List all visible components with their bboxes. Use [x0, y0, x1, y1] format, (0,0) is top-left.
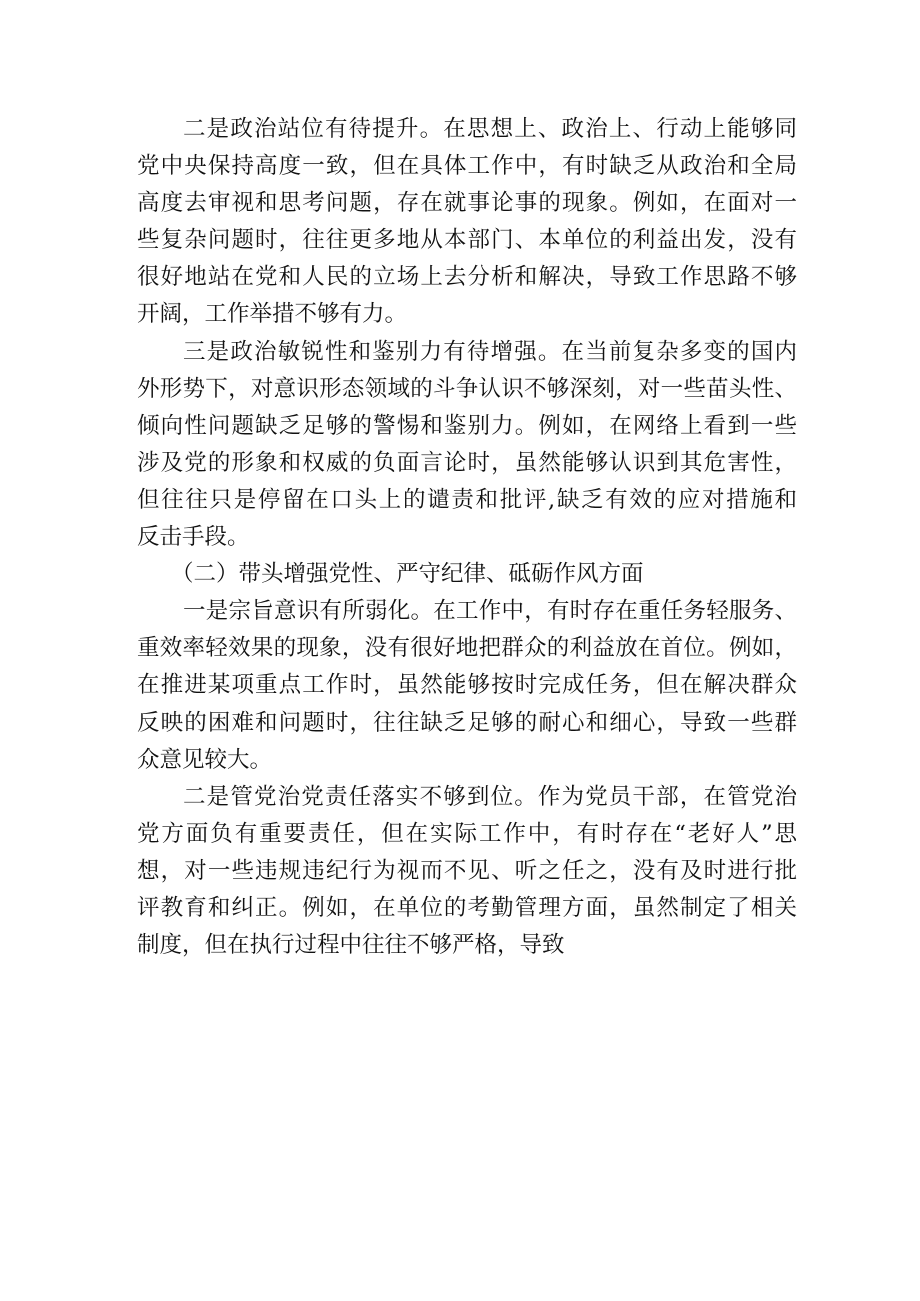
text-line: 在推进某项重点工作时，虽然能够按时完成任务，但在解决群众 [137, 672, 797, 699]
text-line: 党中央保持高度一致，但在具体工作中，有时缺乏从政治和全局 [137, 153, 797, 180]
text-line: 一是宗旨意识有所弱化。在工作中，有时存在重任务轻服务、 [183, 598, 797, 625]
paragraph-political-stance [137, 111, 797, 334]
section-heading [137, 556, 797, 593]
text-line: 涉及党的形象和权威的负面言论时，虽然能够认识到其危害性， [137, 449, 797, 476]
text-line: 些复杂问题时，往往更多地从本部门、本单位的利益出发，没有 [137, 227, 797, 254]
text-line: 反击手段。 [137, 524, 250, 551]
section-heading-text: （二）带头增强党性、严守纪律、砥砺作风方面 [171, 561, 644, 588]
text-line: 很好地站在党和人民的立场上去分析和解决，导致工作思路不够 [137, 264, 797, 291]
text-line: 外形势下，对意识形态领域的斗争认识不够深刻，对一些苗头性、 [137, 375, 797, 402]
text-line: 反映的困难和问题时，往往缺乏足够的耐心和细心，导致一些群 [137, 709, 797, 736]
text-line: 倾向性问题缺乏足够的警惕和鉴别力。例如，在网络上看到一些 [137, 412, 797, 439]
text-line: 党方面负有重要责任，但在实际工作中，有时存在“老好人”思 [137, 820, 797, 847]
text-line: 评教育和纠正。例如，在单位的考勤管理方面，虽然制定了相关 [137, 894, 797, 921]
text-line: 开阔，工作举措不够有力。 [137, 301, 408, 328]
text-line: 想，对一些违规违纪行为视而不见、听之任之，没有及时进行批 [137, 857, 797, 884]
paragraph-political-sensitivity [137, 334, 797, 557]
text-line: 重效率轻效果的现象，没有很好地把群众的利益放在首位。例如， [137, 635, 797, 662]
text-line: 二是管党治党责任落实不够到位。作为党员干部，在管党治 [183, 783, 797, 810]
document-body [137, 111, 797, 964]
paragraph-purpose-awareness [137, 593, 797, 778]
paragraph-party-governance [137, 779, 797, 964]
text-line: 众意见较大。 [137, 746, 273, 773]
text-line: 制度，但在执行过程中往往不够严格，导致 [137, 932, 565, 959]
text-line: 高度去审视和思考问题，存在就事论事的现象。例如，在面对一 [137, 190, 797, 217]
text-line: 三是政治敏锐性和鉴别力有待增强。在当前复杂多变的国内 [183, 338, 797, 365]
text-line: 二是政治站位有待提升。在思想上、政治上、行动上能够同 [183, 116, 797, 142]
text-line: 但往往只是停留在口头上的谴责和批评,缺乏有效的应对措施和 [137, 486, 797, 513]
